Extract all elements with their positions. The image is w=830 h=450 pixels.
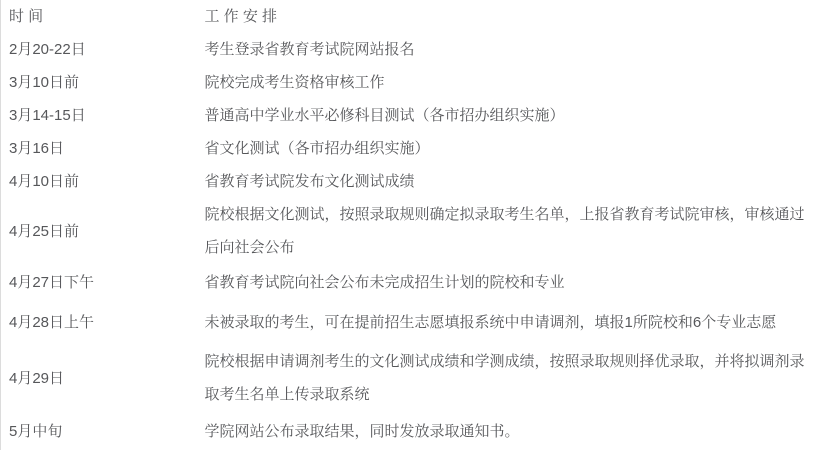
arrangement-cell: 院校根据申请调剂考生的文化测试成绩和学测成绩，按照录取规则择优录取，并将拟调剂录取考生名单上传录取系统 — [205, 344, 830, 412]
time-cell: 4月28日上午 — [1, 300, 205, 344]
arrangement-column-header: 工 作 安 排 — [205, 0, 830, 33]
arrangement-cell: 未被录取的考生，可在提前招生志愿填报系统中申请调剂，填报1所院校和6个专业志愿 — [205, 300, 830, 344]
table-row — [1, 33, 830, 66]
time-column-header: 时 间 — [1, 0, 205, 33]
time-cell: 4月29日 — [1, 344, 205, 412]
table-row — [1, 344, 830, 412]
arrangement-cell: 普通高中学业水平必修科目测试（各市招办组织实施） — [205, 99, 830, 132]
table-row — [1, 412, 830, 450]
table-row — [1, 99, 830, 132]
time-cell: 3月14-15日 — [1, 99, 205, 132]
table-row — [1, 132, 830, 165]
arrangement-cell: 考生登录省教育考试院网站报名 — [205, 33, 830, 66]
table-row — [1, 198, 830, 264]
time-cell: 4月10日前 — [1, 165, 205, 198]
time-cell: 4月25日前 — [1, 198, 205, 264]
arrangement-cell: 省文化测试（各市招办组织实施） — [205, 132, 830, 165]
time-cell: 3月16日 — [1, 132, 205, 165]
arrangement-cell: 省教育考试院发布文化测试成绩 — [205, 165, 830, 198]
table-row — [1, 66, 830, 99]
table-row — [1, 300, 830, 344]
arrangement-cell: 学院网站公布录取结果，同时发放录取通知书。 — [205, 412, 830, 450]
table-header-row — [1, 0, 830, 33]
table-row — [1, 165, 830, 198]
time-cell: 3月10日前 — [1, 66, 205, 99]
arrangement-cell: 院校根据文化测试，按照录取规则确定拟录取考生名单，上报省教育考试院审核，审核通过后向社会公布 — [205, 198, 830, 264]
table-row — [1, 264, 830, 300]
time-cell: 2月20-22日 — [1, 33, 205, 66]
time-cell: 5月中旬 — [1, 412, 205, 450]
arrangement-cell: 省教育考试院向社会公布未完成招生计划的院校和专业 — [205, 264, 830, 300]
time-cell: 4月27日下午 — [1, 264, 205, 300]
arrangement-cell: 院校完成考生资格审核工作 — [205, 66, 830, 99]
